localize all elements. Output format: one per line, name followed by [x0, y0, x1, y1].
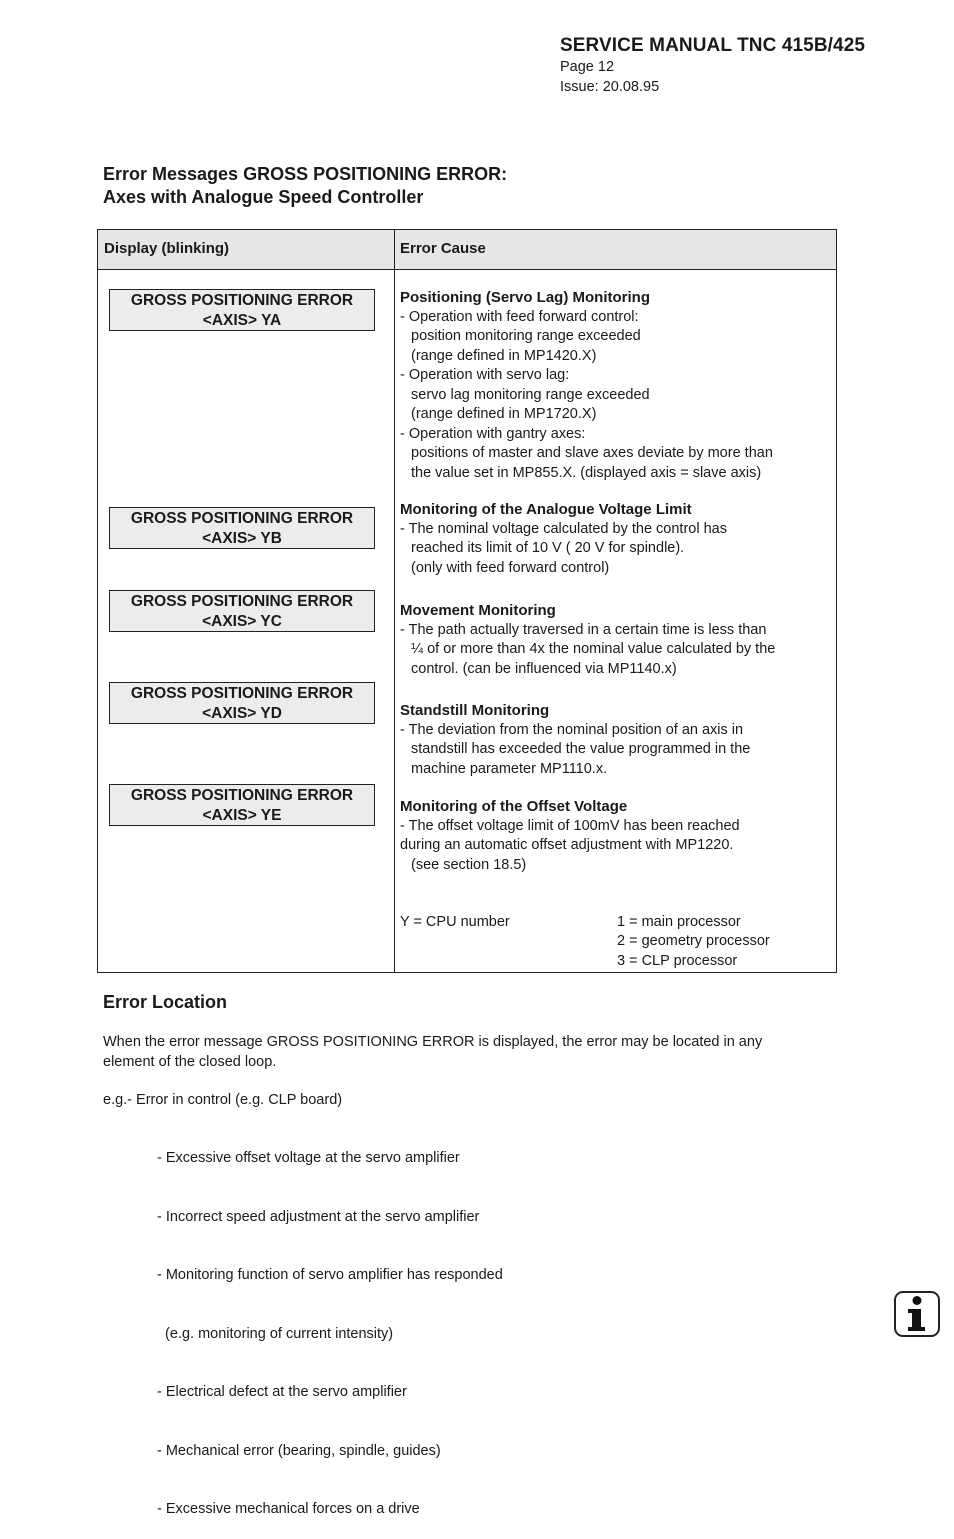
cpu-value: 2 = geometry processor [617, 933, 770, 949]
cause-heading: Monitoring of the Offset Voltage [400, 798, 628, 815]
cause-line: - The deviation from the nominal position of an axis in [400, 721, 744, 738]
error-display-text: GROSS POSITIONING ERROR [130, 593, 354, 610]
error-display-axis: <AXIS> YB [202, 529, 282, 547]
column-divider [394, 230, 395, 972]
error-display-axis: <AXIS> YD [202, 704, 282, 722]
info-glyph-icon [902, 1295, 932, 1333]
cause-voltage-limit [400, 500, 727, 578]
error-display-ya [109, 289, 375, 331]
cause-line: (see section 18.5) [411, 856, 527, 873]
error-table [97, 229, 837, 973]
cause-line: - Operation with gantry axes: [400, 425, 586, 442]
cause-heading: Standstill Monitoring [400, 702, 550, 719]
error-display-axis: <AXIS> YC [202, 612, 282, 630]
cause-line: - The nominal voltage calculated by the control has [400, 520, 727, 537]
error-location-paragraph [103, 1032, 762, 1072]
page-number: Page 12 [560, 59, 615, 75]
cause-line: - The offset voltage limit of 100mV has been reached [400, 817, 740, 834]
list-item: - Electrical defect at the servo amplifier [157, 1384, 407, 1400]
cause-line: (range defined in MP1720.X) [411, 406, 597, 422]
error-display-axis: <AXIS> YE [202, 806, 282, 824]
error-display-text: GROSS POSITIONING ERROR [130, 510, 354, 527]
cause-line: control. (can be influenced via MP1140.x) [411, 660, 677, 677]
error-display-text: GROSS POSITIONING ERROR [130, 292, 354, 309]
list-item: - Excessive offset voltage at the servo amplifier [157, 1150, 460, 1166]
cpu-value: 3 = CLP processor [617, 953, 738, 969]
cause-line: during an automatic offset adjustment with MP1220. [400, 837, 734, 853]
paragraph-line: When the error message GROSS POSITIONING ERROR is displayed, the error may be located in any [103, 1034, 763, 1050]
table-header [98, 230, 836, 270]
cpu-value: 1 = main processor [617, 914, 741, 930]
paragraph-line: element of the closed loop. [103, 1054, 277, 1070]
error-display-yb [109, 507, 375, 549]
cause-movement [400, 601, 775, 679]
cause-line: - Operation with feed forward control: [400, 308, 639, 325]
manual-title: SERVICE MANUAL TNC 415B/425 [560, 35, 866, 56]
cause-heading: Positioning (Servo Lag) Monitoring [400, 289, 650, 306]
column-header-cause: Error Cause [400, 240, 486, 257]
list-item: - Monitoring function of servo amplifier has responded [157, 1267, 503, 1283]
cause-offset-voltage [400, 797, 740, 875]
section-title-line1: Error Messages GROSS POSITIONING ERROR: [103, 164, 508, 184]
info-icon [894, 1291, 940, 1337]
section-title-line2: Axes with Analogue Speed Controller [103, 187, 424, 207]
error-location-title: Error Location [103, 992, 228, 1012]
error-display-text: GROSS POSITIONING ERROR [130, 685, 354, 702]
list-item: - Excessive mechanical forces on a drive [157, 1501, 420, 1517]
error-display-yd [109, 682, 375, 724]
error-cause-list [157, 1110, 503, 1539]
list-intro: e.g.- Error in control (e.g. CLP board) [103, 1092, 343, 1108]
cause-line: - The path actually traversed in a certain time is less than [400, 621, 767, 638]
cause-line: (only with feed forward control) [411, 559, 610, 576]
error-display-yc [109, 590, 375, 632]
cause-line: positions of master and slave axes deviate by more than [411, 445, 773, 461]
list-item: - Incorrect speed adjustment at the servo amplifier [157, 1208, 480, 1225]
cause-heading: Movement Monitoring [400, 602, 556, 619]
cause-line: machine parameter MP1110.x. [411, 760, 608, 777]
cause-standstill [400, 701, 750, 779]
cause-line: (range defined in MP1420.X) [411, 347, 597, 364]
list-item: - Mechanical error (bearing, spindle, guides) [157, 1442, 441, 1459]
cause-line: ¼ of or more than 4x the nominal value calculated by the [411, 641, 776, 657]
cause-line: standstill has exceeded the value programmed in the [411, 741, 751, 757]
error-display-axis: <AXIS> YA [202, 311, 282, 329]
cause-line: - Operation with servo lag: [400, 367, 570, 383]
column-header-display: Display (blinking) [104, 240, 230, 257]
issue-date: Issue: 20.08.95 [560, 79, 660, 95]
cpu-label: Y = CPU number [400, 914, 510, 930]
cause-line: servo lag monitoring range exceeded [411, 386, 650, 403]
list-item: (e.g. monitoring of current intensity) [157, 1325, 394, 1342]
cause-line: the value set in MP855.X. (displayed axis = slave axis) [411, 464, 762, 481]
cause-servo-lag [400, 288, 773, 483]
cause-line: position monitoring range exceeded [411, 328, 641, 344]
cause-line: reached its limit of 10 V ( 20 V for spindle). [411, 540, 685, 556]
error-display-ye [109, 784, 375, 826]
cause-heading: Monitoring of the Analogue Voltage Limit [400, 501, 692, 518]
error-display-text: GROSS POSITIONING ERROR [130, 787, 354, 804]
